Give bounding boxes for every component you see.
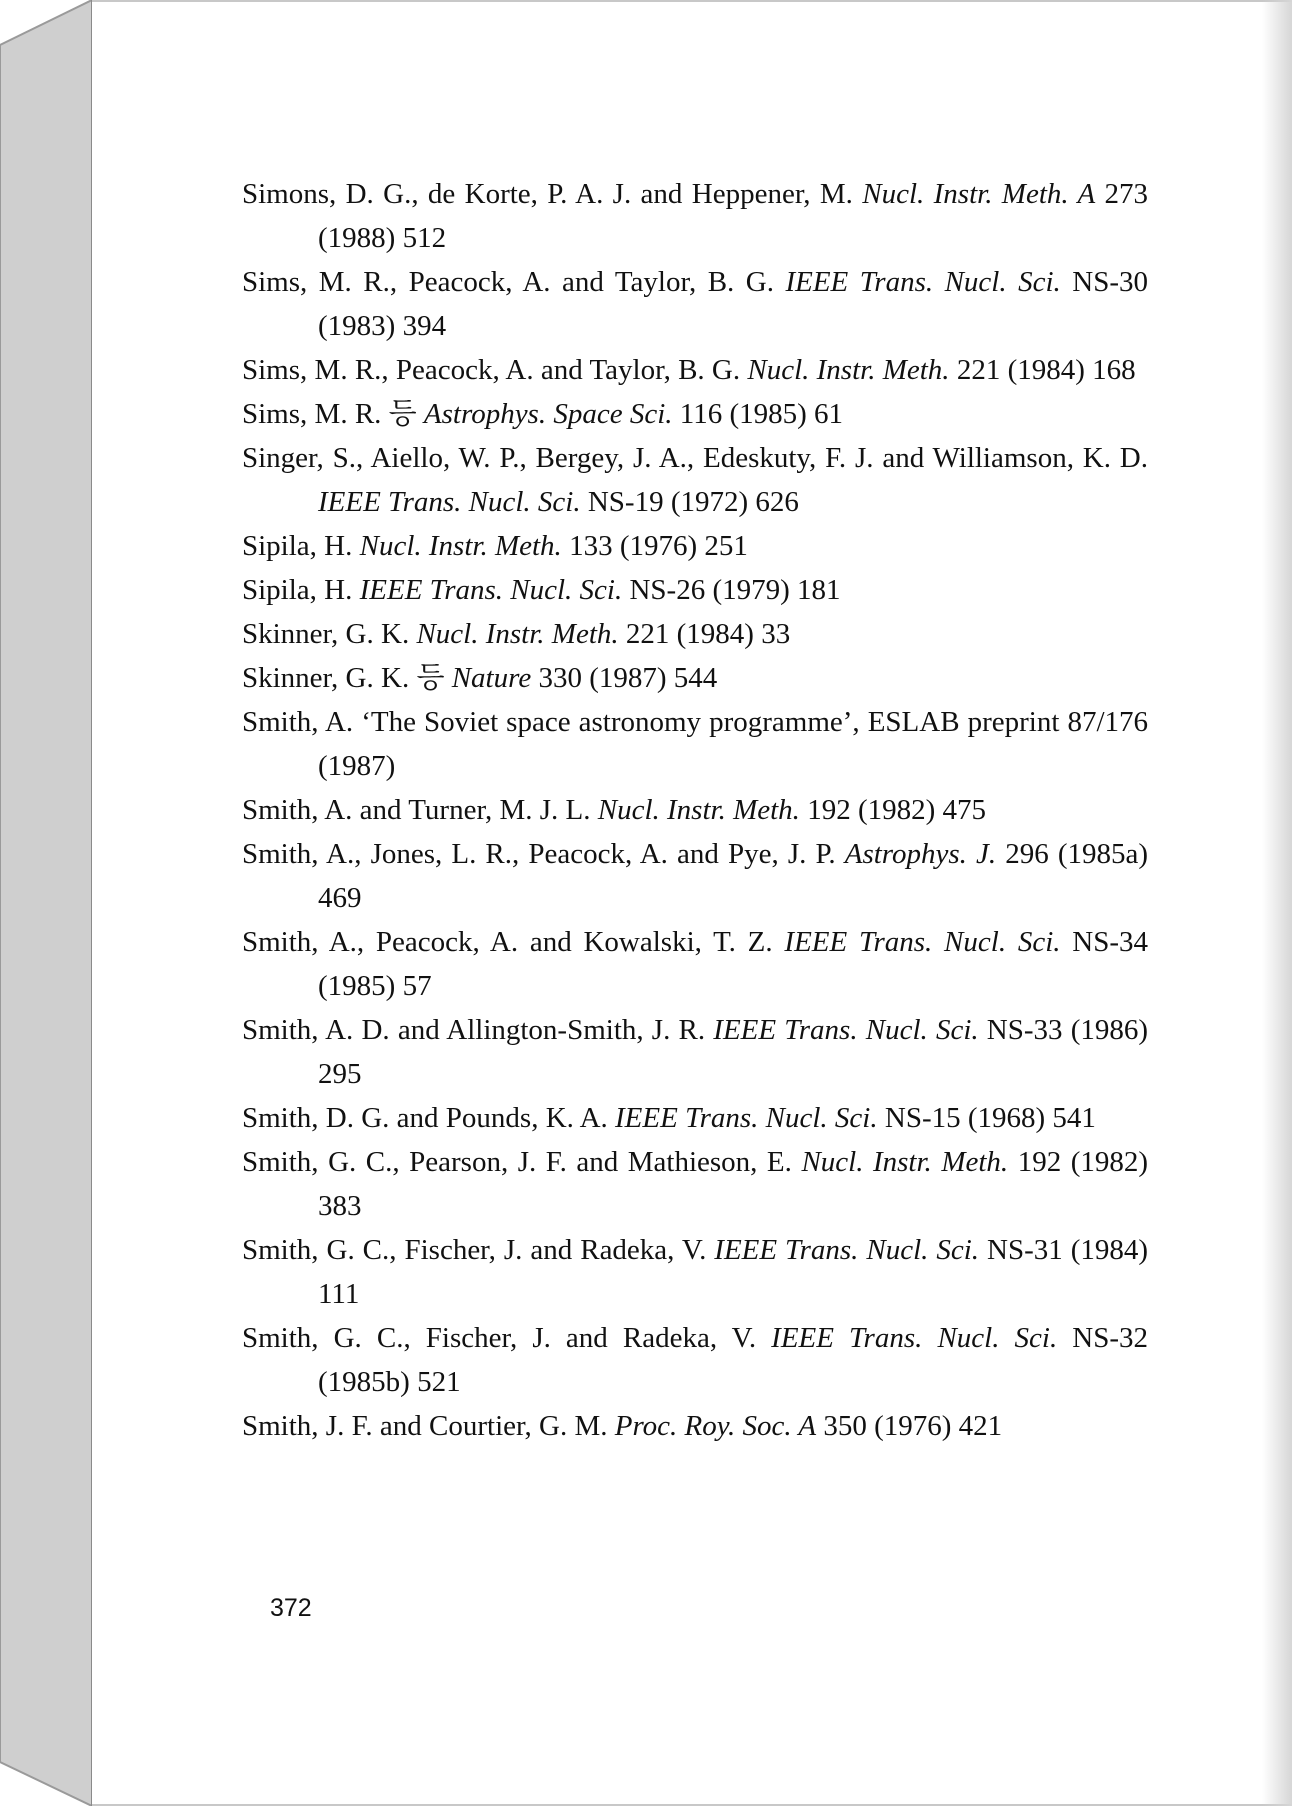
reference-entry: Smith, A. D. and Allington-Smith, J. R. IEEE Trans. Nucl. Sci. NS-33 (1986) 295 <box>242 1014 1149 1090</box>
reference-list <box>242 172 1148 1448</box>
reference-entry: Smith, A., Peacock, A. and Kowalski, T. Z. IEEE Trans. Nucl. Sci. NS-34 (1985) 57 <box>242 926 1149 1002</box>
reference-entry: Sims, M. R., Peacock, A. and Taylor, B. G. IEEE Trans. Nucl. Sci. NS-30 (1983) 394 <box>242 266 1148 342</box>
reference-entry: Smith, D. G. and Pounds, K. A. IEEE Trans. Nucl. Sci. NS-15 (1968) 541 <box>242 1102 1096 1134</box>
page-right-shade <box>1262 0 1292 1806</box>
reference-entry: Sipila, H. Nucl. Instr. Meth. 133 (1976) 251 <box>242 530 748 562</box>
reference-entry: Sipila, H. IEEE Trans. Nucl. Sci. NS-26 (1979) 181 <box>242 574 841 606</box>
reference-entry: Smith, A. ‘The Soviet space astronomy programme’, ESLAB preprint 87/176 (1987) <box>242 706 1148 782</box>
reference-entry: Singer, S., Aiello, W. P., Bergey, J. A., Edeskuty, F. J. and Williamson, K. D. IEEE Trans. Nucl. Sci. NS-19 (1972) 626 <box>242 442 1148 518</box>
book-spine <box>0 0 92 1806</box>
reference-entry: Skinner, G. K. 등 Nature 330 (1987) 544 <box>242 662 718 694</box>
reference-entry: Smith, G. C., Fischer, J. and Radeka, V. IEEE Trans. Nucl. Sci. NS-32 (1985b) 521 <box>242 1322 1149 1398</box>
reference-entry: Sims, M. R. 등 Astrophys. Space Sci. 116 (1985) 61 <box>242 398 844 430</box>
reference-entry: Smith, G. C., Fischer, J. and Radeka, V. IEEE Trans. Nucl. Sci. NS-31 (1984) 111 <box>242 1234 1149 1310</box>
reference-entry: Smith, J. F. and Courtier, G. M. Proc. Roy. Soc. A 350 (1976) 421 <box>242 1410 1003 1442</box>
reference-entry: Smith, A. and Turner, M. J. L. Nucl. Instr. Meth. 192 (1982) 475 <box>242 794 987 826</box>
reference-entry: Sims, M. R., Peacock, A. and Taylor, B. G. Nucl. Instr. Meth. 221 (1984) 168 <box>242 354 1136 386</box>
reference-entry: Smith, G. C., Pearson, J. F. and Mathieson, E. Nucl. Instr. Meth. 192 (1982) 383 <box>242 1146 1149 1222</box>
reference-entry: Skinner, G. K. Nucl. Instr. Meth. 221 (1984) 33 <box>242 618 791 650</box>
reference-entry: Simons, D. G., de Korte, P. A. J. and Heppener, M. Nucl. Instr. Meth. A 273 (1988) 512 <box>242 178 1149 254</box>
reference-entry: Smith, A., Jones, L. R., Peacock, A. and Pye, J. P. Astrophys. J. 296 (1985a) 469 <box>242 838 1149 914</box>
page-top-edge <box>92 0 1292 2</box>
page-number: 372 <box>270 1594 312 1622</box>
book-spine-graphic <box>0 0 92 1806</box>
